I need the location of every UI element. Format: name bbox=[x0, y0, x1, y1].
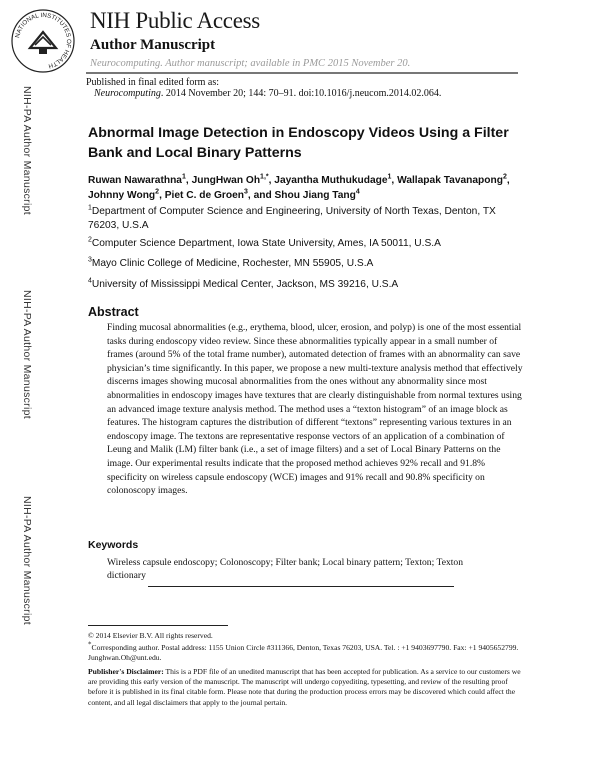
nih-public-access-title: NIH Public Access bbox=[90, 8, 260, 33]
abstract-heading: Abstract bbox=[88, 305, 139, 319]
divider bbox=[148, 586, 454, 587]
abstract-body: Finding mucosal abnormalities (e.g., erythema, blood, ulcer, erosion, and polyp) is one of the most essential tasks during endoscopy video review. Since these abnormalities typically appear in a small number of frames (around 5% of the total frame number), automated detection of frames with an abnormality can save physician’s time significantly. In this paper, we propose a new multi-texture analysis method that effectively discerns images showing mucosal abnormalities from the ones without any abnormality since most abnormalities in endoscopy images have textures that are clearly distinguishable from normal textures using an advanced image texture analysis method. The method uses a “texton histogram” of an image block as features. The histogram captures the distribution of different “textons” representing various textures in an endoscopy image. The textons are representative response vectors of an application of a combination of Leung and Malik (LM) filter bank (i.e., a set of image filters) and a set of Local Binary Patterns on the image. Our experimental results indicate that the proposed method achieves 92% recall and 91.8% specificity on wireless capsule endoscopy (WCE) images and 91% recall and 90.8% specificity on colonoscopy images. bbox=[107, 322, 523, 497]
paper-title: Abnormal Image Detection in Endoscopy Videos Using a Filter Bank and Local Binary Patterns bbox=[88, 125, 509, 161]
affiliation: $^4$University of Mississippi Medical Center, Jackson, MS 39216, U.S.A bbox=[88, 277, 399, 290]
eagle-emblem-icon bbox=[30, 32, 56, 54]
availability-note: Neurocomputing. Author manuscript; available in PMC 2015 November 20. bbox=[90, 58, 411, 69]
citation-journal: Neurocomputing bbox=[94, 88, 161, 99]
affiliation: $^3$Mayo Clinic College of Medicine, Rochester, MN 55905, U.S.A bbox=[88, 256, 374, 269]
footnote-rule bbox=[88, 625, 228, 626]
corresponding-author-note: *Corresponding author. Postal address: 1155 Union Circle #311366, Denton, Texas 76203, USA. Tel. : +1 9403697790. Fax: +1 9405652799. Junghwan.Oh@unt.edu. bbox=[88, 640, 519, 663]
published-label: Published in final edited form as: bbox=[86, 77, 220, 88]
publisher-disclaimer bbox=[88, 667, 524, 708]
logo-text: NATIONAL INSTITUTES OF HEALTH bbox=[14, 11, 73, 70]
author: Jayantha Muthukudage$^1$, bbox=[274, 173, 398, 186]
side-label-top: NIH-PA Author Manuscript bbox=[21, 86, 33, 215]
keywords-body: Wireless capsule endoscopy; Colonoscopy; Filter bank; Local binary pattern; Texton; Texton dictionary bbox=[107, 557, 464, 581]
author: JungHwan $Oh^{1,*}$, bbox=[191, 173, 275, 186]
author-list bbox=[88, 173, 538, 203]
copyright-note: © 2014 Elsevier B.V. All rights reserved. bbox=[88, 631, 213, 640]
author: Piet C. de Groen$^3$, and bbox=[164, 188, 275, 201]
author: Shou Jiang Tang$^4$ bbox=[274, 188, 360, 201]
affiliation: $^2$Computer Science Department, Iowa State University, Ames, IA 50011, U.S.A bbox=[88, 236, 441, 249]
nih-logo bbox=[10, 8, 76, 74]
side-label-middle: NIH-PA Author Manuscript bbox=[21, 290, 33, 419]
citation bbox=[94, 88, 441, 99]
citation-details: . 2014 November 20; 144: 70–91. doi:10.1016/j.neucom.2014.02.064. bbox=[160, 88, 442, 99]
header-rule bbox=[86, 72, 518, 74]
author-manuscript-label: Author Manuscript bbox=[90, 37, 216, 53]
side-label-bottom: NIH-PA Author Manuscript bbox=[21, 496, 33, 625]
author: Johnny Wong$^2$, bbox=[88, 188, 165, 201]
keywords-heading: Keywords bbox=[88, 539, 139, 551]
author: Wallapak Tavanapong$^2$, bbox=[397, 173, 510, 186]
affiliation: $^1$Department of Computer Science and Engineering, University of North Texas, Denton, TX 76203, U.S.A bbox=[88, 204, 496, 231]
disclaimer-label: Publisher's Disclaimer: bbox=[88, 667, 164, 676]
svg-text:NATIONAL INSTITUTES OF HEALTH bbox=[14, 12, 72, 69]
author: Ruwan Nawarathna$^1$, bbox=[88, 173, 192, 186]
disclaimer-text: This is a PDF file of an unedited manuscript that has been accepted for publication. As a service to our customers we are providing this early version of the manuscript. The manuscript will undergo copyediting, typesetting, and review of the resulting proof before it is published in its final citable form. Please note that during the production process errors may be discovered which could affect the content, and all legal disclaimers that apply to the journal pertain. bbox=[88, 667, 521, 707]
